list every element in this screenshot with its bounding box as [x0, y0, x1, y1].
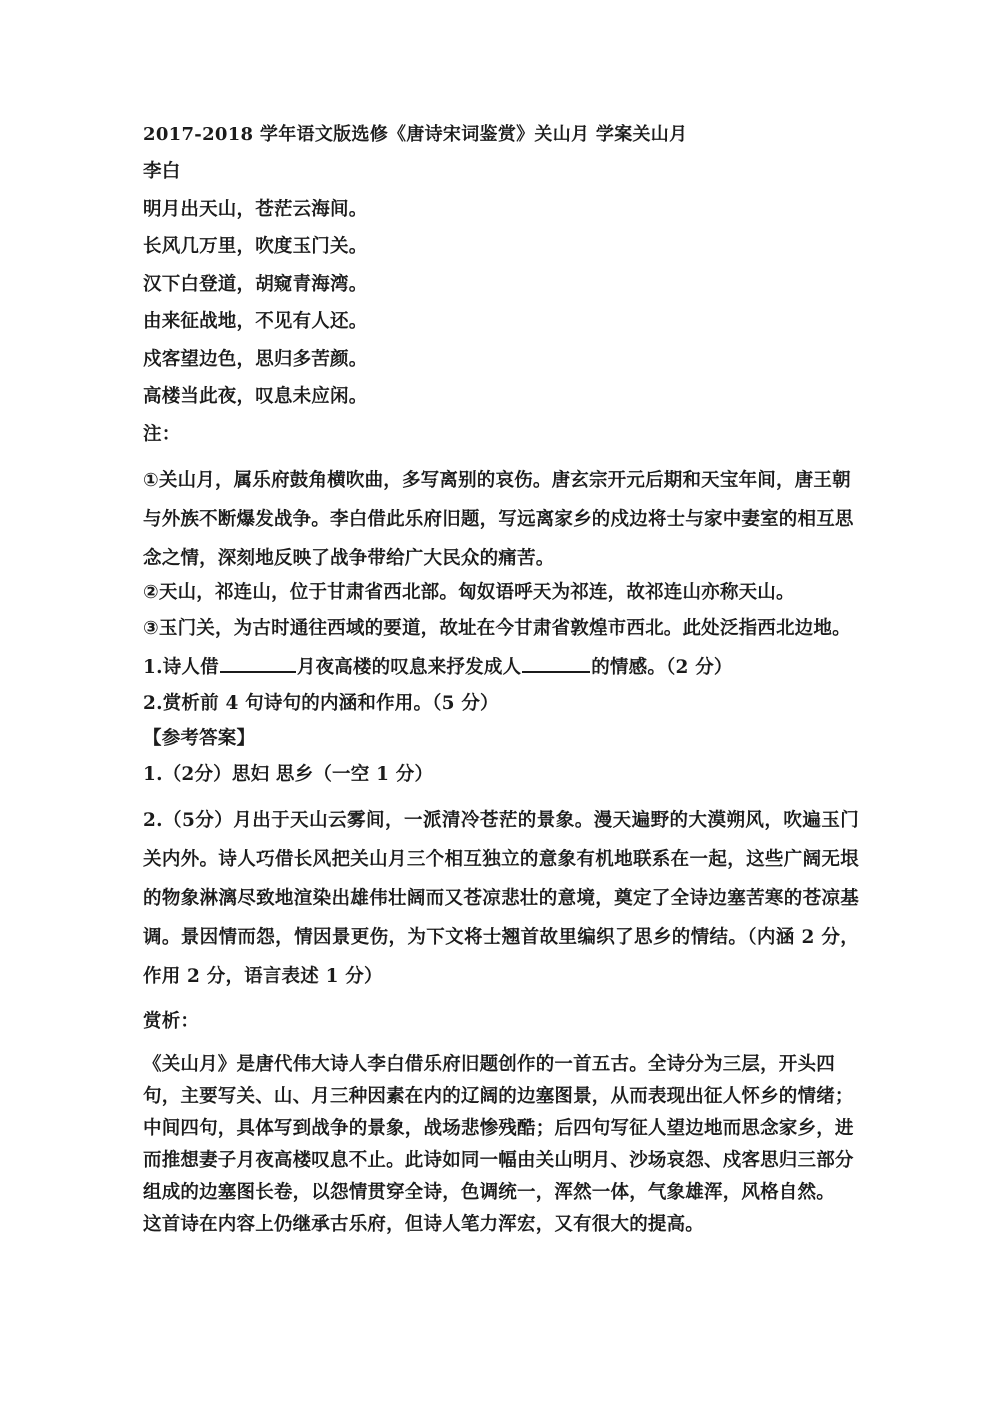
- document-title: 2017-2018 学年语文版选修《唐诗宋词鉴赏》关山月 学案关山月: [143, 124, 688, 145]
- note-text-3: 玉门关，为古时通往西域的要道，故址在今甘肃省敦煌市西北。此处泛指西北边地。: [158, 617, 851, 639]
- note-marker-1: ①: [143, 470, 159, 491]
- question-2: [143, 692, 859, 714]
- appreciation-paragraph-2: 这首诗在内容上仍继承古乐府，但诗人笔力浑宏，又有很大的提高。: [143, 1213, 705, 1235]
- notes-label: 注：: [143, 423, 181, 445]
- poem-line-5: 戍客望边色，思归多苦颜。: [143, 348, 368, 370]
- note-marker-2: ②: [143, 582, 159, 603]
- answer-item-1: 1.（2分）思妇 思乡（一空 1 分）: [143, 763, 434, 785]
- note-item-1: [143, 461, 859, 578]
- question-1: [143, 655, 859, 678]
- appreciation-heading: 赏析：: [143, 1011, 200, 1032]
- note-item-2: [143, 584, 859, 603]
- question-1-suffix: 的情感。: [591, 657, 667, 678]
- answer-item-2: 2.（5分）月出于天山云雾间，一派清冷苍茫的景象。漫天遍野的大漠朔风，吹遍玉门关内外。诗人巧借长风把关山月三个相互独立的意象有机地联系在一起，这些广阔无垠的物象淋漓尽致地渲染出雄伟壮阔而又苍凉悲壮的意境，奠定了全诗边塞苦寒的苍凉基调。景因情而怨，情因景更伤，为下文将士翘首故里编织了思乡的情结。（内涵 2 分，作用 2 分，语言表述 1 分）: [143, 810, 859, 987]
- question-2-text: 赏析前 4 句诗句的内涵和作用。（5 分）: [162, 692, 499, 714]
- question-1-middle: 月夜高楼的叹息来抒发成人: [296, 657, 522, 678]
- poem-line-4: 由来征战地，不见有人还。: [143, 311, 368, 332]
- note-item-3: [143, 617, 859, 639]
- note-marker-3: ③: [143, 617, 159, 639]
- question-1-blank-2[interactable]: [522, 655, 590, 673]
- document-body: [143, 126, 859, 1241]
- poem-line-3: 汉下白登道，胡窥青海湾。: [143, 273, 368, 295]
- question-1-blank-1[interactable]: [220, 655, 296, 673]
- poem-line-2: 长风几万里，吹度玉门关。: [143, 236, 368, 257]
- poem-line-6: 高楼当此夜，叹息未应闲。: [143, 386, 368, 407]
- note-text-2: 天山，祁连山，位于甘肃省西北部。匈奴语呼天为祁连，故祁连山亦称天山。: [158, 582, 795, 603]
- question-1-points: （2 分）: [666, 657, 733, 678]
- poem-line-1: 明月出天山，苍茫云海间。: [143, 198, 368, 220]
- answers-heading: 【参考答案】: [143, 728, 256, 749]
- question-2-number: 2.: [143, 692, 163, 714]
- question-1-prefix: 诗人借: [162, 657, 219, 678]
- poem-author: 李白: [143, 161, 181, 182]
- question-1-number: 1.: [143, 657, 163, 678]
- note-text-1: 关山月，属乐府鼓角横吹曲，多写离别的哀伤。唐玄宗开元后期和天宝年间，唐王朝与外族不断爆发战争。李白借此乐府旧题，写远离家乡的戍边将士与家中妻室的相互思念之情，深刻地反映了战争带给广大民众的痛苦。: [143, 470, 854, 569]
- appreciation-paragraph-1: 《关山月》是唐代伟大诗人李白借乐府旧题创作的一首五古。全诗分为三层，开头四句，主要写关、山、月三种因素在内的辽阔的边塞图景，从而表现出征人怀乡的情绪；中间四句，具体写到战争的景象，战场悲惨残酷；后四句写征人望边地而思念家乡，进而推想妻子月夜高楼叹息不止。此诗如同一幅由关山明月、沙场哀怨、戍客思归三部分组成的边塞图长卷，以怨情贯穿全诗，色调统一，浑然一体，气象雄浑，风格自然。: [143, 1053, 854, 1203]
